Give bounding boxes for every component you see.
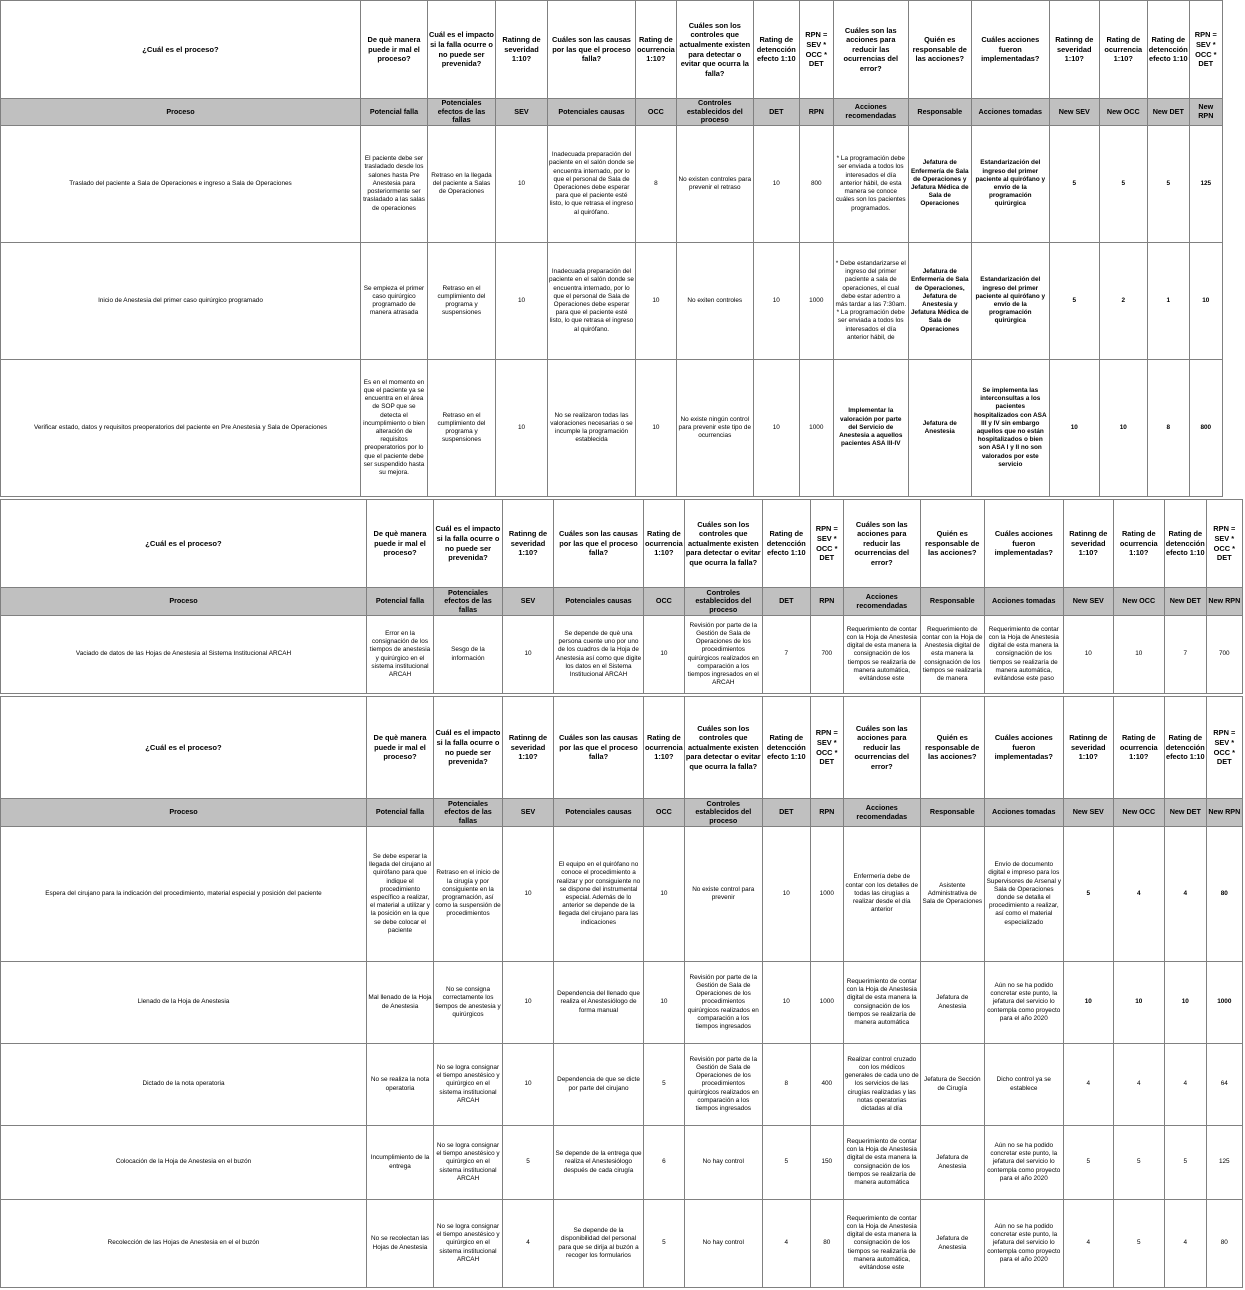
cell-efectos: No se logra consignar el tiempo anestésico y quirúrgico en el sistema institucional ARCAH [434, 1126, 503, 1200]
cell-efectos: Retraso en el cumplimiento del programa y suspensiones [428, 360, 496, 497]
question-header-efectos: Cuál es el impacto si la falla ocurre o no puede ser prevenida? [428, 1, 496, 99]
question-header-potencial-falla: De què manera puede ir mal el proceso? [367, 500, 434, 588]
cell-new-det: 5 [1147, 126, 1189, 243]
cell-causas: No se realizaron todas las valoraciones necesarias o se incumple la programación establecida [548, 360, 636, 497]
table-row [1, 1044, 1243, 1126]
cell-new-det: 4 [1164, 1044, 1206, 1126]
cell-new-sev: 5 [1049, 126, 1099, 243]
question-header-det: Rating de detencción efecto 1:10 [762, 500, 810, 588]
question-header-new-sev: Ratinng de severidad 1:10? [1049, 1, 1099, 99]
cell-responsable: Jefatura de Enfermería de Sala de Operaciones, Jefatura de Anestesia y Jefatura Médica de Sala de Operaciones [908, 243, 971, 360]
column-header-new-sev: New SEV [1063, 588, 1113, 616]
cell-efectos: No se logra consignar el tiempo anestésico y quirúrgico en el sistema institucional ARCAH [434, 1044, 503, 1126]
cell-controles: Revisión por parte de la Gestión de Sala de Operaciones de los procedimientos quirúrgicos realizados en comparación a los tiempos ingresados [684, 962, 762, 1044]
question-header-new-sev: Ratinng de severidad 1:10? [1063, 697, 1113, 799]
column-header-sev: SEV [503, 588, 554, 616]
cell-controles: No existe control para prevenir [684, 827, 762, 962]
cell-occ: 10 [644, 827, 685, 962]
table-row [1, 827, 1243, 962]
cell-controles: No existen controles para prevenir el retraso [676, 126, 753, 243]
cell-new-occ: 5 [1113, 1126, 1164, 1200]
cell-occ: 5 [644, 1200, 685, 1288]
q-header-row [1, 697, 1243, 799]
question-header-proceso: ¿Cuál es el proceso? [1, 1, 361, 99]
question-header-occ: Rating de ocurrencia 1:10? [636, 1, 677, 99]
cell-proceso: Llenado de la Hoja de Anestesia [1, 962, 367, 1044]
cell-sev: 10 [503, 827, 554, 962]
column-header-rpn: RPN [810, 588, 843, 616]
question-header-controles: Cuáles son los controles que actualmente existen para detectar o evitar que ocurra la falla? [684, 500, 762, 588]
column-header-responsable: Responsable [908, 99, 971, 126]
cell-proceso: Vaciado de datos de las Hojas de Anestesia al Sistema Institucional ARCAH [1, 616, 367, 694]
cell-acciones-tomadas: Aún no se ha podido concretar este punto, la jefatura del servicio lo contempla como proyecto para el año 2020 [984, 1200, 1063, 1288]
cell-occ: 6 [644, 1126, 685, 1200]
question-header-occ: Rating de ocurrencia 1:10? [644, 697, 685, 799]
cell-efectos: Retraso en la llegada del paciente a Salas de Operaciones [428, 126, 496, 243]
cell-new-det: 1 [1147, 243, 1189, 360]
cell-sev: 10 [496, 126, 548, 243]
column-header-det: DET [762, 799, 810, 827]
cell-potencial-falla: No se realiza la nota operatoria [367, 1044, 434, 1126]
cell-rpn: 1000 [810, 827, 843, 962]
question-header-controles: Cuáles son los controles que actualmente existen para detectar o evitar que ocurra la falla? [684, 697, 762, 799]
question-header-acciones-tomadas: Cuáles acciones fueron implementadas? [984, 500, 1063, 588]
cell-causas: El equipo en el quirófano no conoce el procedimiento a realizar y por consiguiente no se dispone del instrumental especial. Además de lo anterior se depende de la llegada del cirujano para las indicaciones [554, 827, 644, 962]
column-header-controles: Controles establecidos del proceso [676, 99, 753, 126]
question-header-acciones-recomendadas: Cuáles son las acciones para reducir las ocurrencias del error? [843, 500, 920, 588]
cell-rpn: 150 [810, 1126, 843, 1200]
question-header-efectos: Cuál es el impacto si la falla ocurre o no puede ser prevenida? [434, 697, 503, 799]
cell-sev: 10 [496, 243, 548, 360]
cell-acciones-recomendadas: * Debe estandarizarse el ingreso del primer paciente a sala de operaciones, el cual debe estar adentro a más tardar a las 7:30am. * La programación debe ser enviada a todos los interesados el día anterior hábil, de [833, 243, 908, 360]
cell-efectos: No se consigna correctamente los tiempos de anestesia y quirúrgicos [434, 962, 503, 1044]
cell-controles: No exiten controles [676, 243, 753, 360]
q-header-row [1, 1, 1223, 99]
cell-acciones-tomadas: Requerimiento de contar con la Hoja de Anestesia digital de esta manera la consignación de los tiempos se realizaría de manera automática, evitándose este paso [984, 616, 1063, 694]
cell-occ: 5 [644, 1044, 685, 1126]
column-header-new-occ: New OCC [1113, 799, 1164, 827]
column-header-efectos: Potenciales efectos de las fallas [434, 588, 503, 616]
question-header-acciones-tomadas: Cuáles acciones fueron implementadas? [984, 697, 1063, 799]
cell-new-rpn: 125 [1189, 126, 1222, 243]
table-row [1, 1200, 1243, 1288]
cell-acciones-recomendadas: * La programación debe ser enviada a todos los interesados el día anterior hábil, de esta manera se conoce cuáles son los pacientes programados. [833, 126, 908, 243]
cell-occ: 8 [636, 126, 677, 243]
column-header-causas: Potenciales causas [554, 799, 644, 827]
cell-new-sev: 4 [1063, 1200, 1113, 1288]
cell-acciones-tomadas: Aún no se ha podido concretar este punto, la jefatura del servicio lo contempla como proyecto para el año 2020 [984, 962, 1063, 1044]
cell-new-rpn: 80 [1206, 1200, 1242, 1288]
cell-new-sev: 10 [1049, 360, 1099, 497]
data-rows [1, 616, 1243, 694]
cell-new-occ: 10 [1099, 360, 1147, 497]
question-header-causas: Cuáles son las causas por las que el proceso falla? [548, 1, 636, 99]
question-header-new-det: Rating de detencción efecto 1:10 [1164, 697, 1206, 799]
cell-potencial-falla: Es en el momento en que el paciente ya se encuentra en el área de SOP que se detecta el incumplimiento o bien alteración de requisitos preoperatorios por lo que el paciente debe ser suspendido hasta su mejora. [361, 360, 428, 497]
cell-responsable: Jefatura de Anestesia [920, 962, 984, 1044]
cell-potencial-falla: Se debe esperar la llegada del cirujano al quirófano para que indique el procedimiento específico a realizar, el material a utilizar y la posición en la que se debe colocar el paciente [367, 827, 434, 962]
column-header-det: DET [753, 99, 799, 126]
column-header-new-det: New DET [1164, 588, 1206, 616]
question-header-new-rpn: RPN = SEV * OCC * DET [1206, 697, 1242, 799]
cell-potencial-falla: Error en la consignación de los tiempos de anestesia y quirúrgico en el sistema institucional ARCAH [367, 616, 434, 694]
cell-new-sev: 4 [1063, 1044, 1113, 1126]
column-header-new-det: New DET [1164, 799, 1206, 827]
column-header-rpn: RPN [810, 799, 843, 827]
cell-det: 8 [762, 1044, 810, 1126]
fmea-table-3 [0, 696, 1243, 1288]
cell-det: 10 [762, 827, 810, 962]
cell-efectos: Retraso en el cumplimiento del programa y suspensiones [428, 243, 496, 360]
question-header-causas: Cuáles son las causas por las que el proceso falla? [554, 500, 644, 588]
cell-new-occ: 10 [1113, 616, 1164, 694]
cell-responsable: Jefatura de Anestesia [920, 1126, 984, 1200]
cell-controles: No hay control [684, 1200, 762, 1288]
cell-controles: No existe ningún control para prevenir este tipo de ocurrencias [676, 360, 753, 497]
cell-acciones-recomendadas: Requerimiento de contar con la Hoja de Anestesia digital de esta manera la consignación de los tiempos se realizaría de manera automática [843, 1126, 920, 1200]
cell-new-rpn: 1000 [1206, 962, 1242, 1044]
cell-new-occ: 4 [1113, 1044, 1164, 1126]
cell-new-rpn: 800 [1189, 360, 1222, 497]
question-header-rpn: RPN = SEV * OCC * DET [810, 697, 843, 799]
cell-new-occ: 2 [1099, 243, 1147, 360]
column-header-proceso: Proceso [1, 588, 367, 616]
cell-new-sev: 10 [1063, 962, 1113, 1044]
column-header-acciones-recomendadas: Acciones recomendadas [843, 588, 920, 616]
cell-responsable: Jefatura de Anestesia [920, 1200, 984, 1288]
cell-rpn: 700 [810, 616, 843, 694]
question-header-new-rpn: RPN = SEV * OCC * DET [1189, 1, 1222, 99]
cell-sev: 10 [503, 962, 554, 1044]
cell-det: 5 [762, 1126, 810, 1200]
cell-sev: 10 [503, 1044, 554, 1126]
cell-new-det: 4 [1164, 1200, 1206, 1288]
column-header-det: DET [762, 588, 810, 616]
question-header-acciones-recomendadas: Cuáles son las acciones para reducir las ocurrencias del error? [843, 697, 920, 799]
column-header-efectos: Potenciales efectos de las fallas [428, 99, 496, 126]
cell-controles: Revisión por parte de la Gestión de Sala de Operaciones de los procedimientos quirúrgicos realizados en comparación a los tiempos ingresados en el ARCAH [684, 616, 762, 694]
cell-responsable: Jefatura de Anestesia [908, 360, 971, 497]
question-header-new-occ: Rating de ocurrencia 1:10? [1099, 1, 1147, 99]
column-header-new-rpn: New RPN [1206, 588, 1242, 616]
question-header-rpn: RPN = SEV * OCC * DET [799, 1, 833, 99]
column-header-occ: OCC [644, 588, 685, 616]
cell-proceso: Traslado del paciente a Sala de Operaciones e ingreso a Sala de Operaciones [1, 126, 361, 243]
column-header-acciones-recomendadas: Acciones recomendadas [843, 799, 920, 827]
table-row [1, 360, 1223, 497]
question-header-proceso: ¿Cuál es el proceso? [1, 500, 367, 588]
cell-new-det: 8 [1147, 360, 1189, 497]
cell-new-occ: 10 [1113, 962, 1164, 1044]
column-header-new-rpn: New RPN [1206, 799, 1242, 827]
column-header-new-sev: New SEV [1049, 99, 1099, 126]
cell-acciones-tomadas: Dicho control ya se establece [984, 1044, 1063, 1126]
cell-new-det: 4 [1164, 827, 1206, 962]
question-header-potencial-falla: De què manera puede ir mal el proceso? [367, 697, 434, 799]
question-header-controles: Cuáles son los controles que actualmente existen para detectar o evitar que ocurra la falla? [676, 1, 753, 99]
table-row [1, 962, 1243, 1044]
cell-rpn: 1000 [810, 962, 843, 1044]
cell-responsable: Requerimiento de contar con la Hoja de Anestesia digital de esta manera la consignación de los tiempos se realizaría de manera [920, 616, 984, 694]
column-header-responsable: Responsable [920, 799, 984, 827]
cell-sev: 10 [496, 360, 548, 497]
cell-causas: Inadecuada preparación del paciente en el salón donde se encuentra internado, por lo que el personal de Sala de Operaciones debe esperar para que el paciente esté listo, lo que retrasa el ingreso al quirófano. [548, 126, 636, 243]
cell-new-sev: 5 [1063, 827, 1113, 962]
column-header-controles: Controles establecidos del proceso [684, 588, 762, 616]
column-header-acciones-tomadas: Acciones tomadas [984, 588, 1063, 616]
column-header-proceso: Proceso [1, 99, 361, 126]
cell-potencial-falla: El paciente debe ser trasladado desde los salones hasta Pre Anestesia para posteriormente ser trasladado a las salas de operaciones [361, 126, 428, 243]
cell-acciones-recomendadas: Realizar control cruzado con los médicos generales de cada uno de los servicios de las cirugías realizadas y las notas operatorias dictadas al día [843, 1044, 920, 1126]
column-header-new-sev: New SEV [1063, 799, 1113, 827]
cell-occ: 10 [644, 616, 685, 694]
column-header-new-rpn: New RPN [1189, 99, 1222, 126]
table-row [1, 616, 1243, 694]
cell-acciones-recomendadas: Requerimiento de contar con la Hoja de Anestesia digital de esta manera la consignación de los tiempos se realizaría de manera automática, evitándose este [843, 616, 920, 694]
cell-causas: Se depende de què una persona cuente uno por uno de los cuadros de la Hoja de Anestesia así como que digite los datos en el Sistema Institucional ARCAH [554, 616, 644, 694]
question-header-acciones-recomendadas: Cuáles son las acciones para reducir las ocurrencias del error? [833, 1, 908, 99]
col-header-row [1, 588, 1243, 616]
cell-acciones-tomadas: Estandarización del ingreso del primer paciente al quirófano y envío de la programación quirúrgica [971, 126, 1049, 243]
col-header-row [1, 99, 1223, 126]
cell-efectos: Sesgo de la información [434, 616, 503, 694]
cell-new-rpn: 125 [1206, 1126, 1242, 1200]
question-header-new-occ: Rating de ocurrencia 1:10? [1113, 500, 1164, 588]
column-header-new-det: New DET [1147, 99, 1189, 126]
cell-responsable: Jefatura de Enfermería de Sala de Operaciones y Jefatura Médica de Sala de Operaciones [908, 126, 971, 243]
column-header-occ: OCC [636, 99, 677, 126]
cell-acciones-recomendadas: Requerimiento de contar con la Hoja de Anestesia digital de esta manera la consignación de los tiempos se realizaría de manera automática, evitándose este [843, 1200, 920, 1288]
question-header-occ: Rating de ocurrencia 1:10? [644, 500, 685, 588]
question-header-new-rpn: RPN = SEV * OCC * DET [1206, 500, 1242, 588]
cell-controles: No hay control [684, 1126, 762, 1200]
cell-new-occ: 5 [1113, 1200, 1164, 1288]
cell-efectos: Retraso en el inicio de la cirugía y por consiguiente en la programación, así como la suspensión de procedimientos [434, 827, 503, 962]
cell-acciones-recomendadas: Enfermería debe de contar con los detalles de todas las cirugías a realizar desde el día anterior [843, 827, 920, 962]
column-header-proceso: Proceso [1, 799, 367, 827]
column-header-acciones-tomadas: Acciones tomadas [971, 99, 1049, 126]
cell-acciones-recomendadas: Implementar la valoración por parte del Servicio de Anestesia a aquellos pacientes ASA III-IV [833, 360, 908, 497]
cell-new-rpn: 64 [1206, 1044, 1242, 1126]
question-header-causas: Cuáles son las causas por las que el proceso falla? [554, 697, 644, 799]
question-header-new-occ: Rating de ocurrencia 1:10? [1113, 697, 1164, 799]
cell-occ: 10 [636, 360, 677, 497]
cell-new-det: 7 [1164, 616, 1206, 694]
cell-proceso: Dictado de la nota operatoria [1, 1044, 367, 1126]
cell-new-occ: 5 [1099, 126, 1147, 243]
cell-sev: 4 [503, 1200, 554, 1288]
column-header-acciones-tomadas: Acciones tomadas [984, 799, 1063, 827]
question-header-det: Rating de detencción efecto 1:10 [762, 697, 810, 799]
table-row [1, 243, 1223, 360]
table-row [1, 1126, 1243, 1200]
cell-rpn: 400 [810, 1044, 843, 1126]
question-header-new-sev: Ratinng de severidad 1:10? [1063, 500, 1113, 588]
fmea-block-1 [0, 0, 1223, 497]
fmea-table-1 [0, 0, 1223, 497]
cell-proceso: Colocación de la Hoja de Anestesia en el buzón [1, 1126, 367, 1200]
question-header-responsable: Quién es responsable de las acciones? [908, 1, 971, 99]
column-header-rpn: RPN [799, 99, 833, 126]
column-header-controles: Controles establecidos del proceso [684, 799, 762, 827]
data-rows [1, 126, 1223, 497]
question-header-new-det: Rating de detencción efecto 1:10 [1147, 1, 1189, 99]
cell-acciones-tomadas: Estandarización del ingreso del primer paciente al quirófano y envío de la programación quirúrgica [971, 243, 1049, 360]
cell-proceso: Espera del cirujano para la indicación del procedimiento, material especial y posición del paciente [1, 827, 367, 962]
cell-proceso: Verificar estado, datos y requisitos preoperatorios del paciente en Pre Anestesia y Sala de Operaciones [1, 360, 361, 497]
data-rows [1, 827, 1243, 1288]
cell-det: 10 [753, 126, 799, 243]
cell-sev: 10 [503, 616, 554, 694]
cell-occ: 10 [636, 243, 677, 360]
cell-rpn: 80 [810, 1200, 843, 1288]
cell-controles: Revisión por parte de la Gestión de Sala de Operaciones de los procedimientos quirúrgicos realizados en comparación a los tiempos ingresados [684, 1044, 762, 1126]
cell-acciones-tomadas: Envío de documento digital e impreso para los Supervisores de Arsenal y Sala de Operaciones donde se detalla el procedimiento a realizar, así como el material especializado [984, 827, 1063, 962]
cell-causas: Se depende de la entrega que realiza el Anestesiólogo después de cada cirugía [554, 1126, 644, 1200]
cell-det: 7 [762, 616, 810, 694]
cell-acciones-tomadas: Aún no se ha podido concretar este punto, la jefatura del servicio lo contempla como proyecto para el año 2020 [984, 1126, 1063, 1200]
cell-new-rpn: 700 [1206, 616, 1242, 694]
cell-det: 10 [753, 243, 799, 360]
question-header-rpn: RPN = SEV * OCC * DET [810, 500, 843, 588]
cell-acciones-tomadas: Se implementa las interconsultas a los pacientes hospitalizados con ASA III y IV sin embargo aquellos que no están hospitalizados o bien son ASA I y II no son valorados por este servicio [971, 360, 1049, 497]
question-header-sev: Ratinng de severidad 1:10? [496, 1, 548, 99]
column-header-potencial-falla: Potencial falla [367, 799, 434, 827]
cell-new-rpn: 80 [1206, 827, 1242, 962]
cell-det: 10 [753, 360, 799, 497]
cell-potencial-falla: No se recolectan las Hojas de Anestesia [367, 1200, 434, 1288]
cell-potencial-falla: Se empieza el primer caso quirúrgico programado de manera atrasada [361, 243, 428, 360]
question-header-responsable: Quién es responsable de las acciones? [920, 500, 984, 588]
q-header-row [1, 500, 1243, 588]
cell-causas: Se depende de la disponibilidad del personal para que se dirija al buzón a recoger los formularios [554, 1200, 644, 1288]
question-header-proceso: ¿Cuál es el proceso? [1, 697, 367, 799]
question-header-acciones-tomadas: Cuáles acciones fueron implementadas? [971, 1, 1049, 99]
cell-new-sev: 10 [1063, 616, 1113, 694]
column-header-occ: OCC [644, 799, 685, 827]
column-header-responsable: Responsable [920, 588, 984, 616]
cell-responsable: Asistente Administrativa de Sala de Operaciones [920, 827, 984, 962]
column-header-potencial-falla: Potencial falla [367, 588, 434, 616]
cell-proceso: Recolección de las Hojas de Anestesia en el el buzón [1, 1200, 367, 1288]
question-header-potencial-falla: De què manera puede ir mal el proceso? [361, 1, 428, 99]
column-header-acciones-recomendadas: Acciones recomendadas [833, 99, 908, 126]
cell-det: 10 [762, 962, 810, 1044]
question-header-efectos: Cuál es el impacto si la falla ocurre o no puede ser prevenida? [434, 500, 503, 588]
column-header-sev: SEV [503, 799, 554, 827]
cell-causas: Dependencia de que se dicte por parte del cirujano [554, 1044, 644, 1126]
cell-occ: 10 [644, 962, 685, 1044]
cell-sev: 5 [503, 1126, 554, 1200]
column-header-causas: Potenciales causas [554, 588, 644, 616]
cell-new-sev: 5 [1049, 243, 1099, 360]
cell-new-det: 10 [1164, 962, 1206, 1044]
question-header-responsable: Quién es responsable de las acciones? [920, 697, 984, 799]
cell-causas: Dependencia del llenado que realiza el Anestesiólogo de forma manual [554, 962, 644, 1044]
cell-new-occ: 4 [1113, 827, 1164, 962]
table-row [1, 126, 1223, 243]
fmea-block-2 [0, 499, 1243, 694]
col-header-row [1, 799, 1243, 827]
cell-new-sev: 5 [1063, 1126, 1113, 1200]
cell-acciones-recomendadas: Requerimiento de contar con la Hoja de Anestesia digital de esta manera la consignación de los tiempos se realizaría de manera automática [843, 962, 920, 1044]
fmea-table-2 [0, 499, 1243, 694]
column-header-new-occ: New OCC [1113, 588, 1164, 616]
column-header-causas: Potenciales causas [548, 99, 636, 126]
column-header-potencial-falla: Potencial falla [361, 99, 428, 126]
cell-new-rpn: 10 [1189, 243, 1222, 360]
fmea-block-3 [0, 696, 1243, 1288]
cell-proceso: Inicio de Anestesia del primer caso quirúrgico programado [1, 243, 361, 360]
cell-rpn: 1000 [799, 243, 833, 360]
cell-rpn: 1000 [799, 360, 833, 497]
question-header-sev: Ratinng de severidad 1:10? [503, 697, 554, 799]
column-header-new-occ: New OCC [1099, 99, 1147, 126]
column-header-efectos: Potenciales efectos de las fallas [434, 799, 503, 827]
cell-causas: Inadecuada preparación del paciente en el salón donde se encuentra internado, por lo que el personal de Sala de Operaciones debe esperar para que el paciente esté listo, lo que retrasa el ingreso al quirófano. [548, 243, 636, 360]
cell-det: 4 [762, 1200, 810, 1288]
cell-potencial-falla: Mal llenado de la Hoja de Anestesia [367, 962, 434, 1044]
cell-responsable: Jefatura de Sección de Cirugía [920, 1044, 984, 1126]
cell-efectos: No se logra consignar el tiempo anestésico y quirúrgico en el sistema institucional ARCAH [434, 1200, 503, 1288]
question-header-new-det: Rating de detencción efecto 1:10 [1164, 500, 1206, 588]
cell-potencial-falla: Incumplimiento de la entrega [367, 1126, 434, 1200]
question-header-sev: Ratinng de severidad 1:10? [503, 500, 554, 588]
question-header-det: Rating de detencción efecto 1:10 [753, 1, 799, 99]
column-header-sev: SEV [496, 99, 548, 126]
cell-rpn: 800 [799, 126, 833, 243]
cell-new-det: 5 [1164, 1126, 1206, 1200]
